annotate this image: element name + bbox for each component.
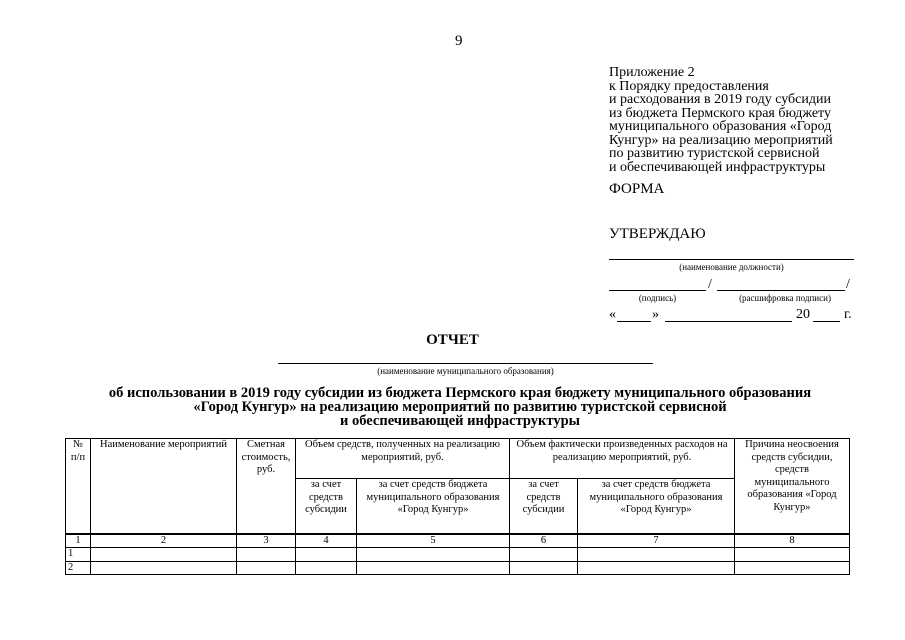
quote-close: »: [652, 307, 659, 322]
annex-line: по развитию туристской сервисной: [609, 146, 820, 161]
municipality-line: [278, 363, 653, 364]
header-actual-subsidy: за счет средств субсидии: [510, 479, 578, 534]
subtitle-line: и обеспечивающей инфраструктуры: [340, 413, 580, 429]
position-line: [609, 259, 854, 260]
form-label: ФОРМА: [609, 181, 665, 197]
header-cost: Сметная стоимость, руб.: [237, 439, 296, 534]
decoding-caption: (расшифровка подписи): [739, 293, 831, 303]
header-name: Наименование мероприятий: [91, 439, 237, 534]
table-row: [66, 548, 850, 562]
table-cell: [296, 548, 357, 562]
table-cell: [735, 561, 850, 575]
annex-line: из бюджета Пермского края бюджету: [609, 105, 831, 121]
approve-title: УТВЕРЖДАЮ: [609, 226, 706, 242]
header-received-budget: за счет средств бюджета муниципального образования «Город Кунгур»: [357, 479, 510, 534]
report-title: ОТЧЕТ: [426, 332, 479, 348]
year-line: [813, 321, 840, 322]
subtitle-line: об использовании в 2019 году субсидии из бюджета Пермского края бюджету муниципального образования: [108, 385, 812, 401]
table-cell: [510, 548, 578, 562]
signature-line: [609, 290, 706, 291]
column-number: 7: [578, 534, 735, 548]
quote-open: «: [609, 307, 616, 322]
column-number: 3: [237, 534, 296, 548]
column-number: 6: [510, 534, 578, 548]
annex-line: Приложение 2: [609, 65, 695, 80]
subtitle-line: «Город Кунгур» на реализацию мероприятий по развитию туристской сервисной: [193, 399, 727, 415]
table-cell: 2: [66, 561, 91, 575]
slash: /: [708, 277, 712, 292]
table-cell: [510, 561, 578, 575]
column-number: 1: [66, 534, 91, 548]
table-cell: [357, 548, 510, 562]
header-received-subsidy: за счет средств субсидии: [296, 479, 357, 534]
annex-line: и расходования в 2019 году субсидии: [609, 92, 831, 107]
column-number: 4: [296, 534, 357, 548]
report-table: [65, 438, 850, 575]
table-cell: [91, 548, 237, 562]
year-prefix: 20: [796, 307, 810, 322]
table-cell: [735, 548, 850, 562]
position-caption: (наименование должности): [679, 262, 784, 272]
table-cell: [578, 561, 735, 575]
report-subtitle: [80, 386, 840, 428]
table-cell: [237, 548, 296, 562]
header-received: Объем средств, полученных на реализацию мероприятий, руб.: [296, 439, 510, 479]
table-cell: [578, 548, 735, 562]
column-number: 8: [735, 534, 850, 548]
table-cell: 1: [66, 548, 91, 562]
annex-line: и обеспечивающей инфраструктуры: [609, 159, 826, 175]
day-line: [617, 321, 651, 322]
month-line: [665, 321, 792, 322]
table-cell: [237, 561, 296, 575]
table-cell: [296, 561, 357, 575]
slash: /: [846, 277, 850, 292]
decoding-line: [717, 290, 845, 291]
signature-caption: (подпись): [638, 293, 677, 303]
column-number: 2: [91, 534, 237, 548]
annex-block: [609, 66, 833, 174]
header-num: № п/п: [66, 439, 91, 534]
column-number: 5: [357, 534, 510, 548]
page-number: 9: [455, 33, 463, 49]
year-suffix: г.: [844, 307, 852, 322]
header-actual-budget: за счет средств бюджета муниципального образования «Город Кунгур»: [578, 479, 735, 534]
annex-line: муниципального образования «Город: [609, 119, 832, 134]
annex-line: к Порядку предоставления: [609, 78, 769, 94]
header-actual: Объем фактически произведенных расходов на реализацию мероприятий, руб.: [510, 439, 735, 479]
header-reason: Причина неосвоения средств субсидии, средств муниципального образования «Город Кунгур»: [735, 439, 850, 534]
table-row: [66, 561, 850, 575]
municipality-caption: (наименование муниципального образования): [377, 366, 554, 376]
table-cell: [91, 561, 237, 575]
table-cell: [357, 561, 510, 575]
annex-line: Кунгур» на реализацию мероприятий: [609, 132, 833, 148]
